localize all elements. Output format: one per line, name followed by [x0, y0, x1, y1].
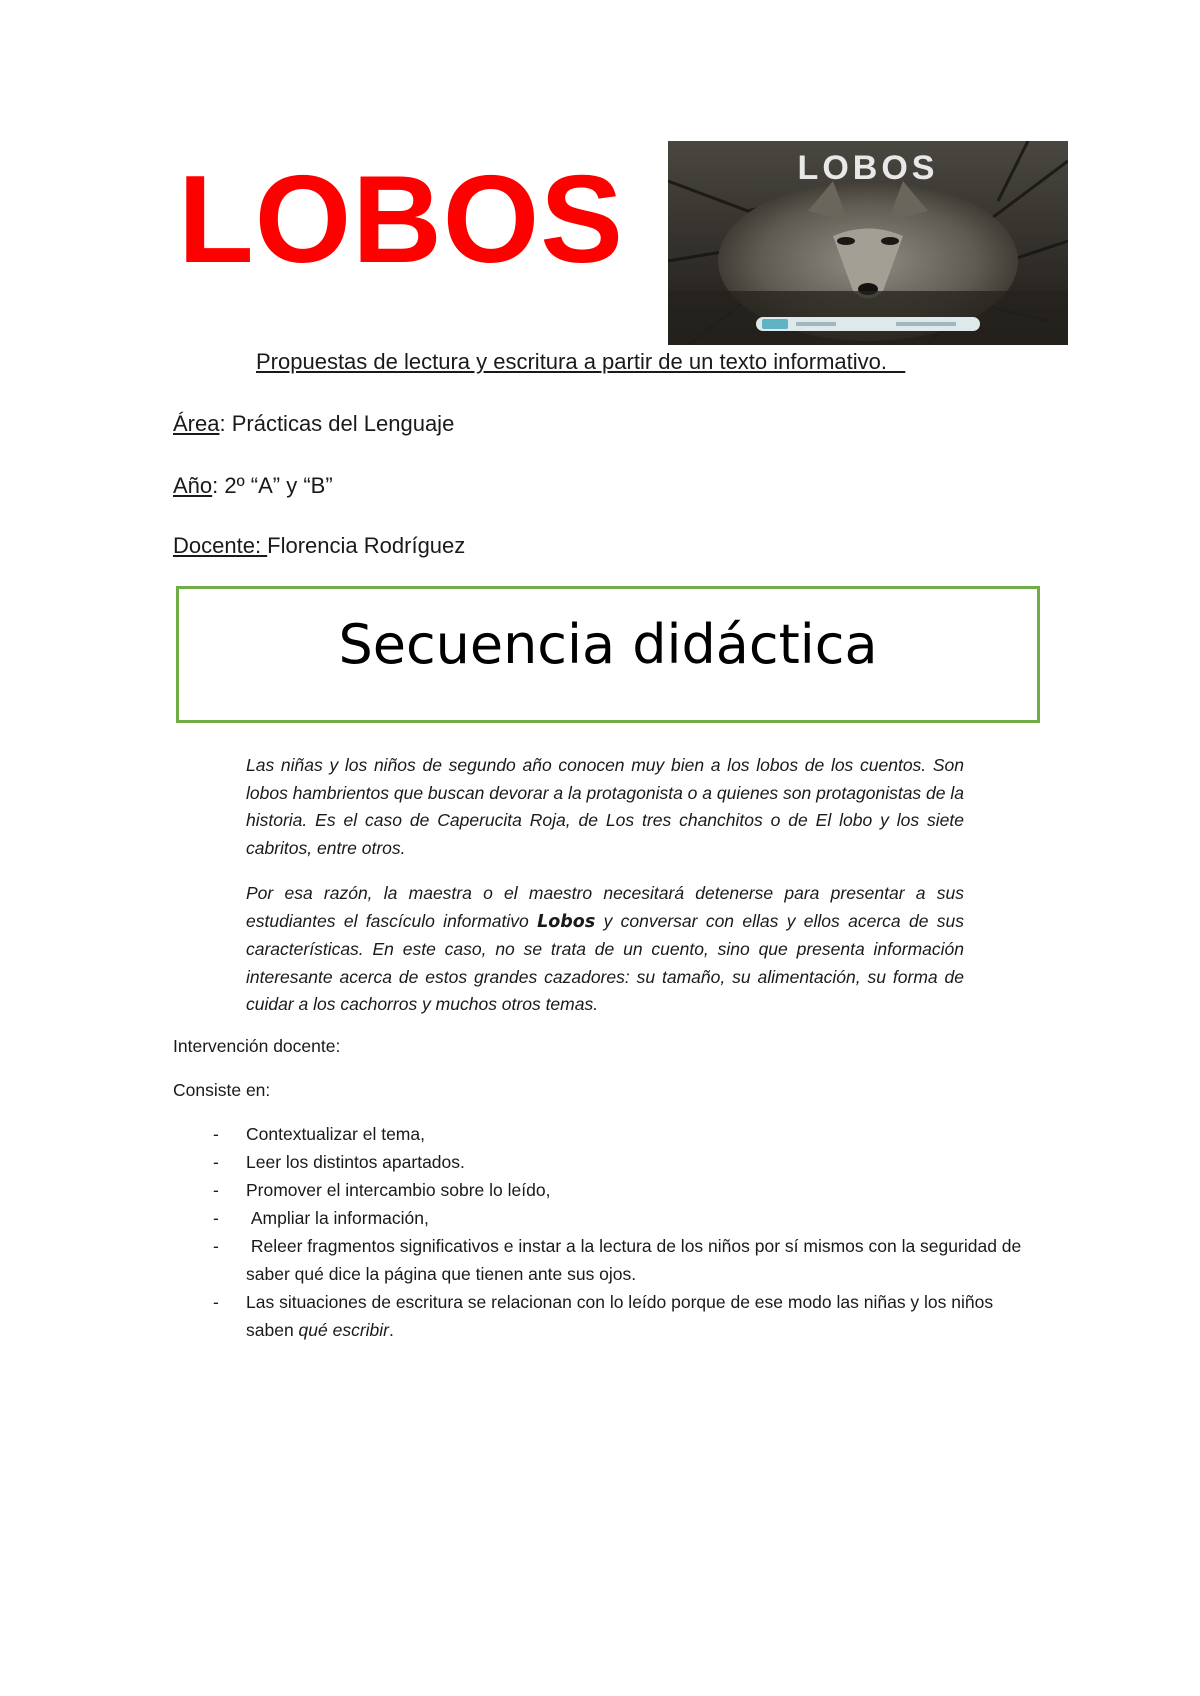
- year-value: : 2º “A” y “B”: [212, 473, 333, 498]
- teacher-label: Docente:: [173, 533, 268, 558]
- list-bullet: -: [213, 1292, 219, 1312]
- area-label: Área: [173, 411, 220, 436]
- teacher-line: [173, 532, 465, 560]
- lobos-bold: Lobos: [537, 911, 596, 932]
- list-item-text: Leer los distintos apartados.: [246, 1152, 465, 1172]
- list-item-end: .: [389, 1320, 394, 1340]
- intervention-label: Intervención docente:: [173, 1036, 341, 1056]
- year-line: [173, 472, 333, 500]
- list-item-italic: qué escribir: [298, 1320, 390, 1340]
- list-item-text: Promover el intercambio sobre lo leído,: [246, 1180, 551, 1200]
- list-item: [173, 1148, 1043, 1176]
- year-label: Año: [173, 473, 213, 498]
- list-bullet: -: [213, 1208, 219, 1228]
- subtitle: Propuestas de lectura y escritura a partir de un texto informativo.: [256, 349, 906, 374]
- list-bullet: -: [213, 1152, 219, 1172]
- wolf-cover-photo: [668, 141, 1068, 345]
- list-item-text: Contextualizar el tema,: [246, 1124, 425, 1144]
- list-item: [173, 1232, 1043, 1288]
- list-item: [173, 1204, 1043, 1232]
- teacher-value: Florencia Rodríguez: [267, 533, 466, 558]
- cover-caption: LOBOS: [797, 149, 939, 187]
- list-item-text: Las situaciones de escritura se relacionan con lo leído porque de ese modo las niñas y los niños saben: [246, 1292, 994, 1340]
- intro-p2-rest: y conversar con ellas y ellos acerca de sus características. En este caso, no se trata de un cuento, sino que presenta información interesante acerca de estos grandes cazadores: su tamaño, su alimentación, su forma de cuidar a los cachorros y muchos otros temas.: [246, 910, 964, 1014]
- area-value: : Prácticas del Lenguaje: [219, 411, 455, 436]
- intro-p2-text: Por esa razón, la maestra o el maestro necesitará detenerse para presentar a sus estudiantes el fascículo informativo: [246, 883, 964, 931]
- list-item: [173, 1120, 1043, 1148]
- area-line: [173, 410, 454, 438]
- list-bullet: -: [213, 1236, 219, 1256]
- cover-image: [668, 141, 1068, 345]
- sequence-title-box: [176, 586, 1040, 723]
- list-item: [173, 1176, 1043, 1204]
- intro-paragraph-2: [246, 880, 964, 1019]
- intervention-list: [173, 1120, 1043, 1344]
- list-bullet: -: [213, 1124, 219, 1144]
- list-item: [173, 1288, 1043, 1344]
- list-bullet: -: [213, 1180, 219, 1200]
- consists-label: Consiste en:: [173, 1080, 271, 1100]
- sequence-title: Secuencia didáctica: [338, 613, 878, 676]
- list-item-text: Ampliar la información,: [246, 1208, 429, 1228]
- document-title: LOBOS: [178, 151, 624, 289]
- list-item-text: Releer fragmentos significativos e instar a la lectura de los niños por sí mismos con la seguridad de saber qué dice la página que tienen ante sus ojos.: [246, 1236, 1027, 1284]
- intro-paragraph-1: Las niñas y los niños de segundo año conocen muy bien a los lobos de los cuentos. Son lobos hambrientos que buscan devorar a la protagonista o a quienes son protagonistas de la historia. Es el caso de Caperucita Roja, de Los tres chanchitos o de El lobo y los siete cabritos, entre otros.: [246, 755, 964, 858]
